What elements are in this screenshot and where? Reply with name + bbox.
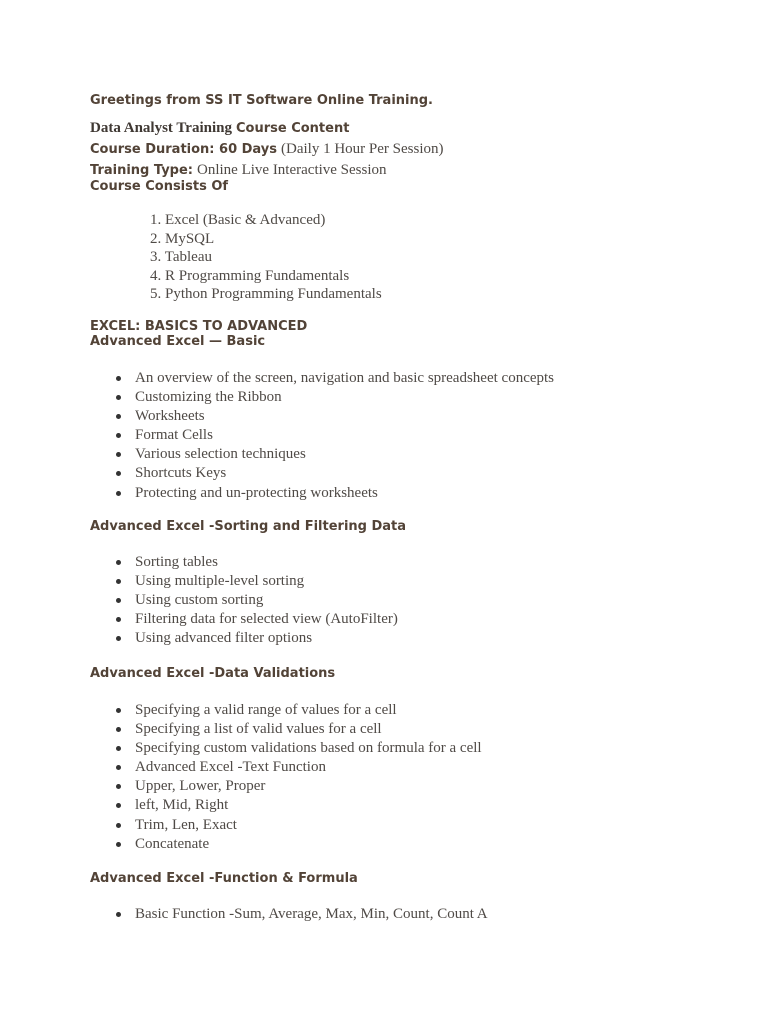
list-item: Specifying a valid range of values for a cell [135, 701, 482, 720]
module-item: 2. MySQL [150, 230, 215, 247]
bullet-icon [116, 471, 121, 476]
bullet-icon [116, 579, 121, 584]
bullet-icon [116, 784, 121, 789]
bullet-icon [116, 491, 121, 496]
section-heading: Advanced Excel -Sorting and Filtering Data [90, 519, 407, 534]
section-heading: Advanced Excel — Basic [90, 334, 266, 349]
bullet-icon [116, 452, 121, 457]
list-item: Concatenate [135, 835, 482, 854]
section-bullet-list [90, 701, 482, 854]
list-item: Specifying a list of valid values for a cell [135, 720, 482, 739]
section-bullet-list [90, 553, 398, 648]
bullet-icon [116, 708, 121, 713]
list-item: Using advanced filter options [135, 629, 398, 648]
section-bullet-list [90, 369, 554, 503]
list-item: Using multiple-level sorting [135, 572, 398, 591]
bullet-icon [116, 636, 121, 641]
section-heading: Advanced Excel -Data Validations [90, 666, 336, 681]
bullet-icon [116, 727, 121, 732]
bullet-icon [116, 842, 121, 847]
list-item: Protecting and un-protecting worksheets [135, 484, 554, 503]
course-duration-label: Course Duration: 60 Days [90, 142, 278, 157]
bullet-icon [116, 414, 121, 419]
bullet-icon [116, 823, 121, 828]
list-item: Using custom sorting [135, 591, 398, 610]
list-item: Trim, Len, Exact [135, 816, 482, 835]
bullet-icon [116, 433, 121, 438]
training-type-value: Online Live Interactive Session [197, 162, 387, 178]
list-item: Upper, Lower, Proper [135, 777, 482, 796]
bullet-icon [116, 395, 121, 400]
course-title-main: Data Analyst Training [90, 120, 232, 136]
course-title [90, 119, 349, 137]
bullet-icon [116, 765, 121, 770]
course-consists-heading: Course Consists Of [90, 179, 229, 194]
training-type-label: Training Type: [90, 163, 193, 178]
bullet-icon [116, 746, 121, 751]
list-item: Worksheets [135, 407, 554, 426]
bullet-icon [116, 803, 121, 808]
list-item: Basic Function -Sum, Average, Max, Min, Count, Count A [135, 905, 488, 924]
list-item: Customizing the Ribbon [135, 388, 554, 407]
module-item: 3. Tableau [150, 249, 212, 266]
list-item: Advanced Excel -Text Function [135, 758, 482, 777]
module-list [90, 211, 382, 304]
list-item: Shortcuts Keys [135, 464, 554, 483]
greeting-text: Greetings from SS IT Software Online Training. [90, 93, 433, 108]
section-heading: Advanced Excel -Function & Formula [90, 871, 358, 886]
module-item: 4. R Programming Fundamentals [150, 267, 350, 284]
bullet-icon [116, 617, 121, 622]
list-item: Various selection techniques [135, 445, 554, 464]
excel-main-heading: EXCEL: BASICS TO ADVANCED [90, 319, 308, 334]
course-title-suffix: Course Content [235, 121, 350, 136]
module-item: 5. Python Programming Fundamentals [150, 286, 382, 303]
section-bullet-list [90, 905, 488, 924]
list-item: left, Mid, Right [135, 796, 482, 815]
list-item: Filtering data for selected view (AutoFilter) [135, 610, 398, 629]
list-item: Specifying custom validations based on formula for a cell [135, 739, 482, 758]
list-item: Sorting tables [135, 553, 398, 572]
list-item: An overview of the screen, navigation and basic spreadsheet concepts [135, 369, 554, 388]
course-duration [90, 140, 444, 158]
list-item: Format Cells [135, 426, 554, 445]
module-item: 1. Excel (Basic & Advanced) [150, 212, 326, 228]
course-duration-value: (Daily 1 Hour Per Session) [281, 141, 444, 157]
bullet-icon [116, 912, 121, 917]
bullet-icon [116, 376, 121, 381]
bullet-icon [116, 560, 121, 565]
bullet-icon [116, 598, 121, 603]
training-type [90, 161, 387, 179]
